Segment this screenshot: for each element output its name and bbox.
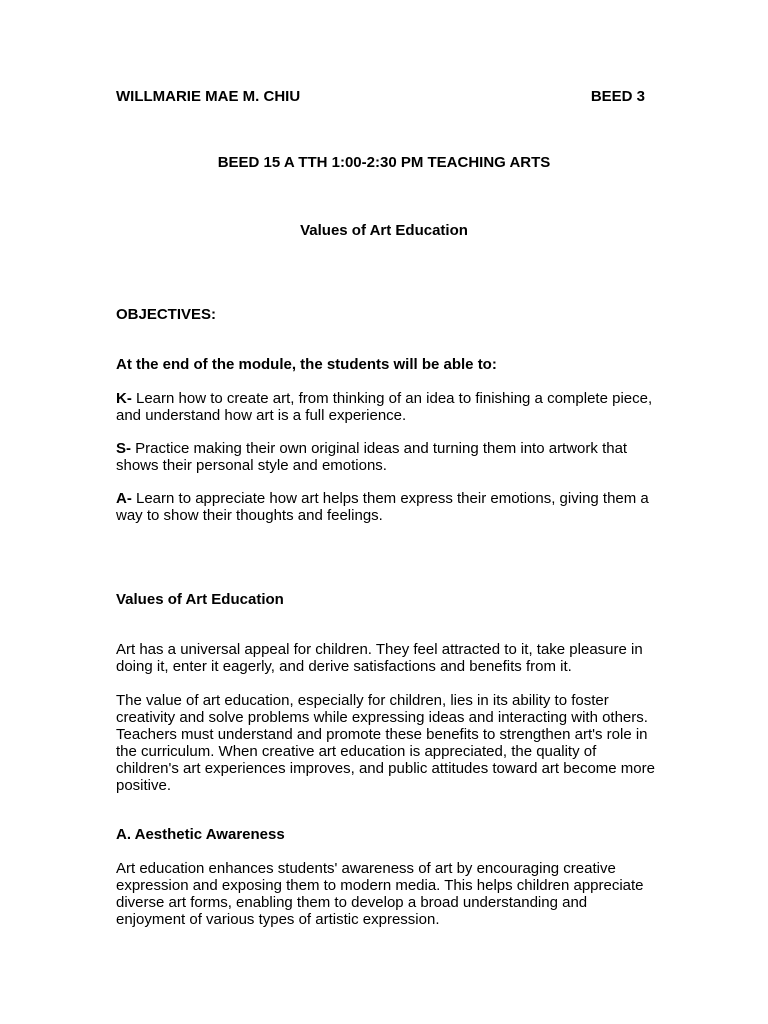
objective-attitude — [116, 490, 656, 524]
aesthetic-paragraph: Art education enhances students' awareness of art by encouraging creative expression and exposing them to modern media. This helps children appreciate diverse art forms, enabling them to develop a broad understanding and enjoyment of various types of artistic expression. — [116, 860, 644, 928]
objective-label: A- — [116, 490, 132, 507]
objective-skill — [116, 440, 656, 474]
values-paragraph: Art has a universal appeal for children. They feel attracted to it, take pleasure in doing it, enter it eagerly, and derive satisfactions and benefits from it. — [116, 641, 643, 675]
objective-knowledge — [116, 390, 656, 424]
aesthetic-heading: A. Aesthetic Awareness — [116, 826, 285, 843]
objective-text: Learn how to create art, from thinking of an idea to finishing a complete piece, and understand how art is a full experience. — [116, 390, 653, 424]
objective-text: Practice making their own original ideas and turning them into artwork that shows their personal style and emotions. — [116, 440, 628, 474]
values-heading: Values of Art Education — [116, 591, 284, 608]
student-section: BEED 3 — [590, 88, 645, 105]
values-paragraph: The value of art education, especially for children, lies in its ability to foster creativity and solve problems while expressing ideas and interacting with others. Teachers must understand and promote these benefits to strengthen art's role in the curriculum. When creative art education is appreciated, the quality of children's art experiences improves, and public attitudes toward art become more positive. — [116, 692, 655, 794]
document-title: Values of Art Education — [300, 222, 468, 239]
objectives-intro: At the end of the module, the students will be able to: — [116, 356, 497, 373]
course-title: BEED 15 A TTH 1:00-2:30 PM TEACHING ARTS — [217, 154, 551, 171]
objective-label: S- — [116, 440, 131, 457]
objective-text: Learn to appreciate how art helps them express their emotions, giving them a way to show their thoughts and feelings. — [116, 490, 649, 524]
student-name: WILLMARIE MAE M. CHIU — [116, 88, 301, 105]
objectives-heading: OBJECTIVES: — [116, 306, 217, 323]
objective-label: K- — [116, 390, 132, 407]
